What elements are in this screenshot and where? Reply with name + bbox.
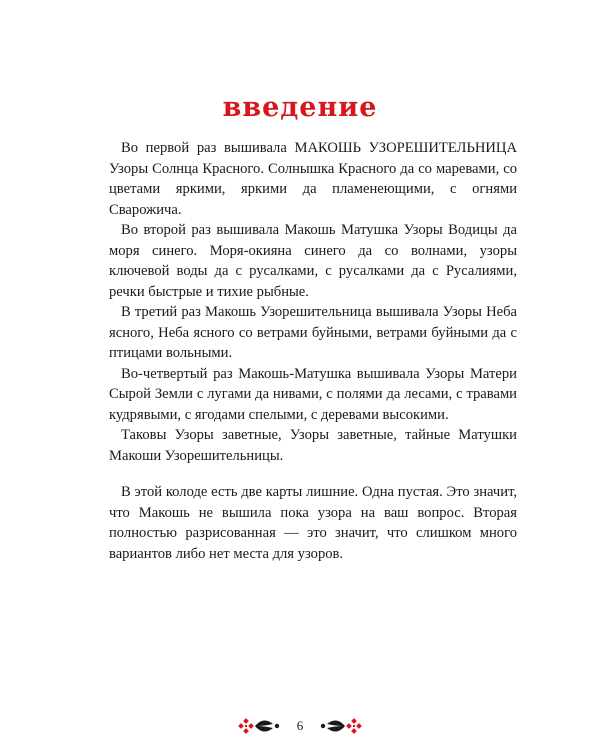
paragraph-3: В третий раз Макошь Узорешительница вышивала Узоры Неба ясного, Неба ясного со ветрами буйными, ветрами буйными да с птицами вольными. bbox=[109, 304, 517, 361]
paragraph-5: Таковы Узоры заветные, Узоры заветные, тайные Матушки Макоши Узорешительницы. bbox=[109, 427, 517, 464]
right-ornament-icon bbox=[317, 716, 363, 736]
paragraph-2: Во второй раз вышивала Макошь Матушка Узоры Водицы да моря синего. Моря-окияна синего да со волнами, узоры ключевой воды да с русалками, с русалками да с Русалиями, речки быстрые и тихие рыбные. bbox=[109, 222, 517, 300]
paragraph-4: Во-четвертый раз Макошь-Матушка вышивала Узоры Матери Сырой Земли с лугами да нивами, с полями да лесами, с травами кудрявыми, с ягодами спелыми, с деревами высокими. bbox=[109, 365, 517, 423]
page-footer bbox=[0, 712, 600, 740]
paragraph-6: В этой колоде есть две карты лишние. Одна пустая. Это значит, что Макошь не вышила пока узора на ваш вопрос. Вторая полностью разрисованная — это значит, что слишком много вариантов либо нет места для узоров. bbox=[109, 484, 517, 562]
body-text bbox=[109, 138, 517, 564]
left-ornament-icon bbox=[237, 716, 283, 736]
page-title: введение bbox=[222, 92, 378, 123]
page-number: 6 bbox=[296, 718, 304, 733]
paragraph-1: Во первой раз вышивала МАКОШЬ УЗОРЕШИТЕЛЬНИЦА Узоры Солнца Красного. Солнышка Красного да со маревами, со цветами яркими, яркими да пламенеющими, с огнями Сварожича. bbox=[109, 140, 517, 218]
